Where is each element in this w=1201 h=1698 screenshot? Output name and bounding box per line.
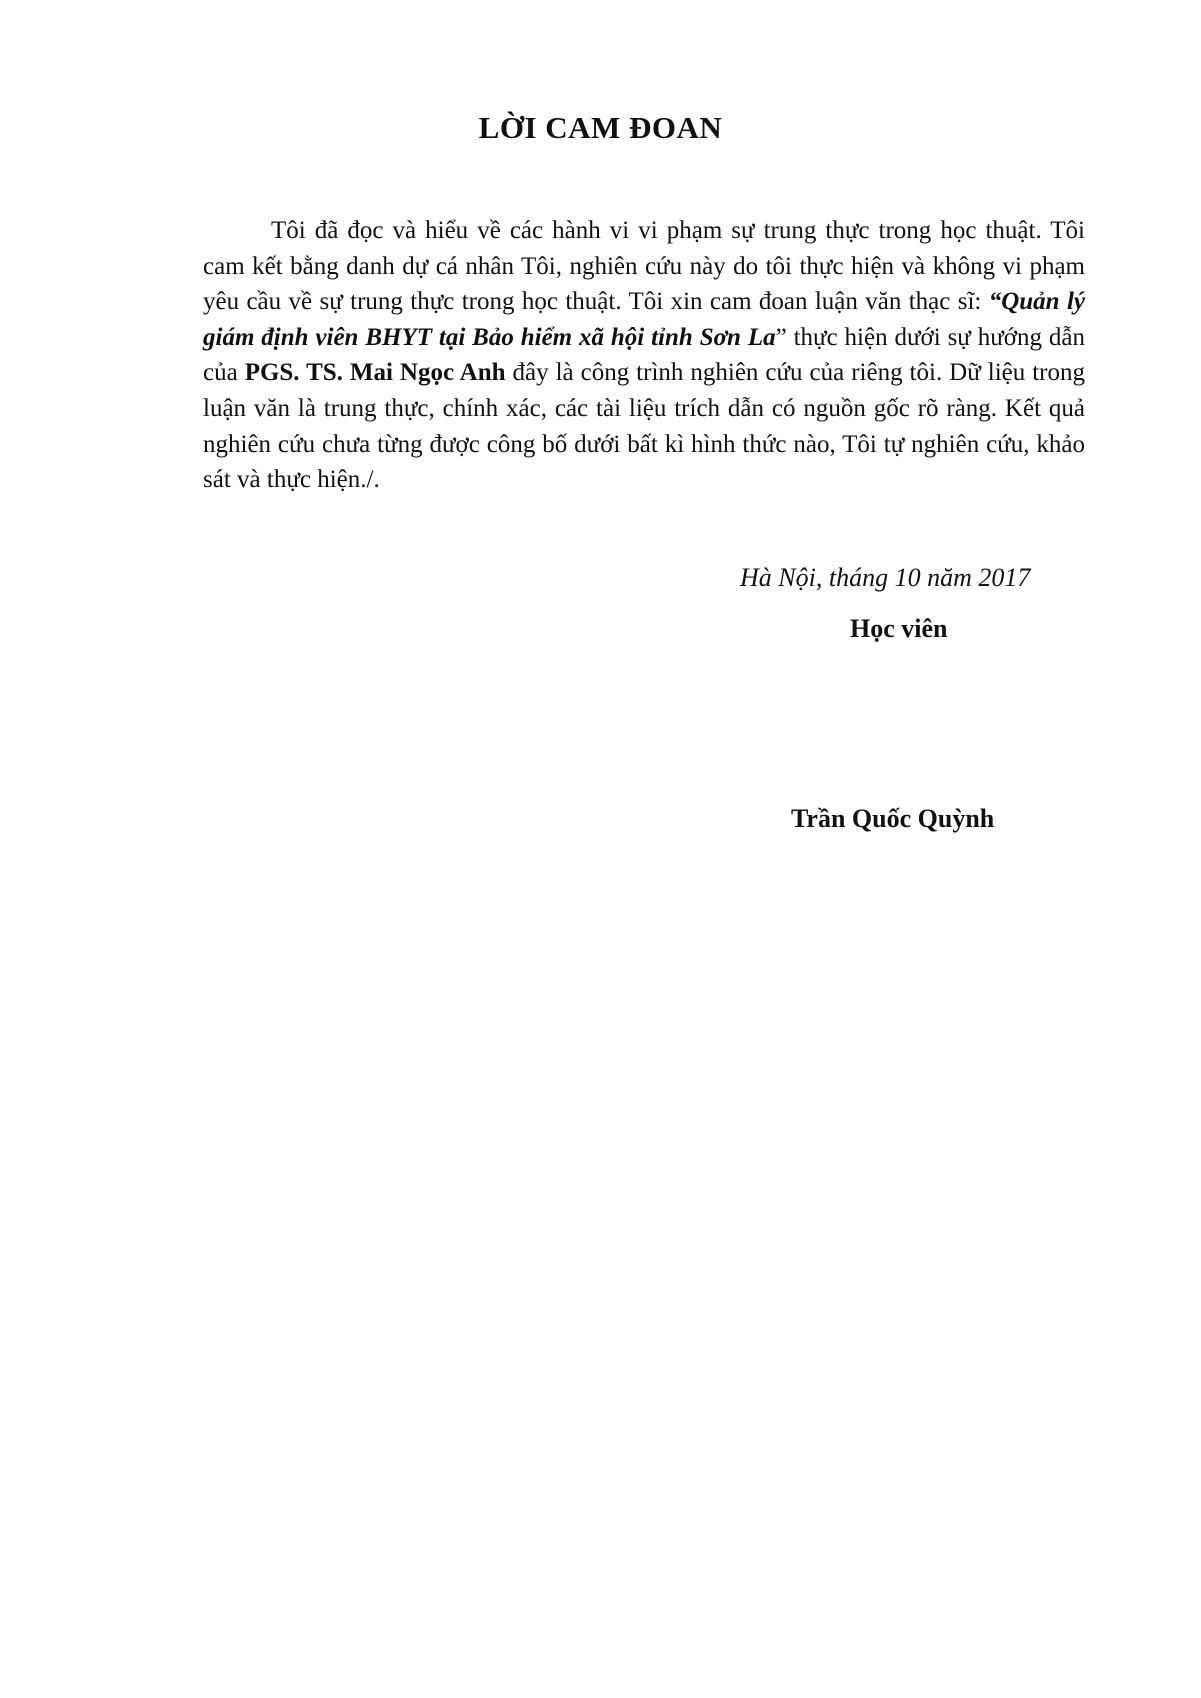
thesis-title: “Quản lý giám định viên BHYT tại Bảo hiểm xã hội tỉnh Sơn La — [203, 288, 1085, 351]
signer-role: Học viên — [850, 614, 948, 643]
declaration-intro: Tôi đã đọc và hiểu về các hành vi vi phạm sự trung thực trong học thuật. Tôi cam kết bằng danh dự cá nhân Tôi, nghiên cứu này do tôi thực hiện và không vi phạm yêu cầu về sự trung thực trong học thuật. Tôi xin cam đoan luận văn thạc sĩ: — [203, 217, 1085, 316]
page-title: LỜI CAM ĐOAN — [478, 110, 723, 145]
place-date: Hà Nội, tháng 10 năm 2017 — [740, 563, 1031, 592]
signer-name: Trần Quốc Quỳnh — [791, 804, 995, 833]
declaration-paragraph — [203, 213, 1085, 498]
declaration-closing: đây là công trình nghiên cứu của riêng tôi. Dữ liệu trong luận văn là trung thực, chính xác, các tài liệu trích dẫn có nguồn gốc rõ ràng. Kết quả nghiên cứu chưa từng được công bố dưới bất kì hình thức nào, Tôi tự nghiên cứu, khảo sát và thực hiện./. — [203, 359, 1085, 494]
declaration-after-title: ” thực hiện dưới sự hướng dẫn của — [203, 323, 1085, 387]
advisor-name: PGS. TS. Mai Ngọc Anh — [244, 359, 506, 387]
